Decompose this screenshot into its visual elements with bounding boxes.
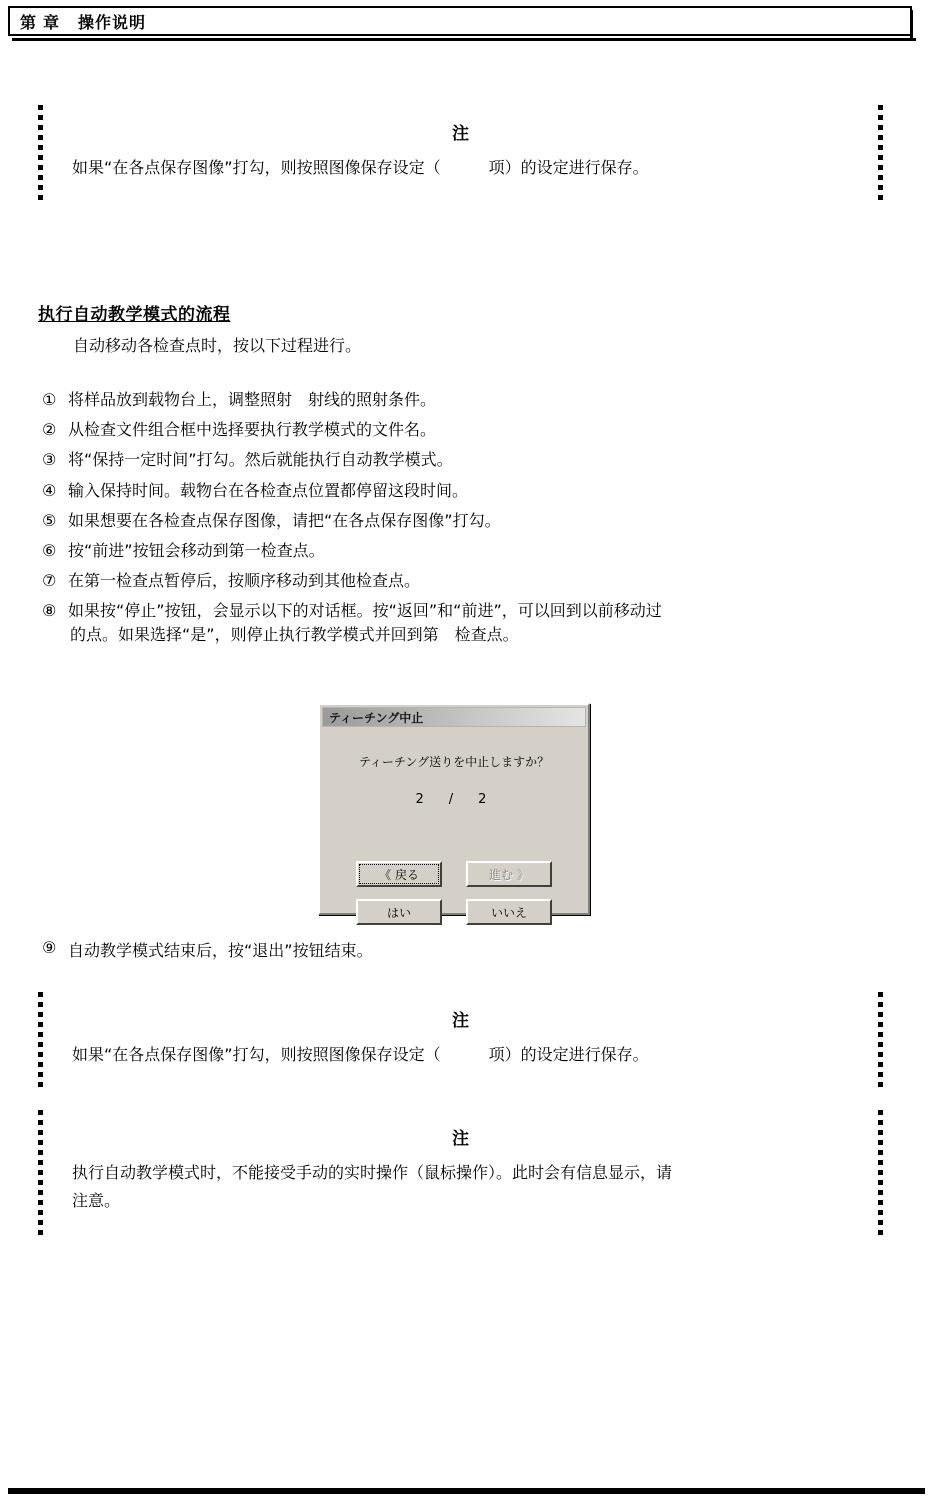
step-number: ⑨: [42, 938, 57, 957]
step-text: 输入保持时间。载物台在各检查点位置都停留这段时间。: [68, 480, 469, 500]
note-body: 如果“在各点保存图像”打勾，则按照图像保存设定（ 项）的设定进行保存。: [72, 1045, 649, 1064]
step-number: ⑥: [42, 540, 57, 560]
forward-button[interactable]: 進む 》: [466, 861, 552, 887]
dialog-message: ティーチング送りを中止しますか？: [358, 755, 550, 769]
dialog-title: ティーチング中止: [329, 710, 424, 725]
note-rail-left: [38, 105, 43, 205]
page-title: 操作说明: [78, 12, 147, 32]
note-title: 注: [452, 1129, 469, 1149]
step-number: ④: [42, 480, 57, 500]
step-text: 按“前进”按钮会移动到第一检查点。: [68, 540, 325, 560]
note-body: 如果“在各点保存图像”打勾，则按照图像保存设定（ 项）的设定进行保存。: [72, 158, 649, 177]
dialog-progress-count: 2 / 2: [415, 792, 493, 807]
note-body-line1: 执行自动教学模式时，不能接受手动的实时操作（鼠标操作）。此时会有信息显示，请: [72, 1163, 673, 1182]
note-title: 注: [452, 124, 469, 144]
dialog-titlebar: [322, 707, 586, 727]
header-shadow-bottom: [12, 38, 916, 41]
note-body-line2: 注意。: [72, 1191, 121, 1210]
header-chapter-unit: 章: [43, 12, 61, 32]
step-text-line2: 的点。如果选择“是”，则停止执行教学模式并回到第 检查点。: [70, 624, 519, 644]
note-box-top: [38, 105, 883, 205]
no-button[interactable]: いいえ: [466, 899, 552, 925]
step-text: 将样品放到载物台上，调整照射 射线的照射条件。: [68, 390, 437, 409]
step-text: 自动教学模式结束后，按“退出”按钮结束。: [68, 941, 373, 960]
yes-button[interactable]: はい: [356, 899, 442, 925]
list-item: [42, 569, 902, 592]
list-item: [42, 539, 902, 562]
header-chapter-word: 第: [20, 12, 38, 32]
step-number: ②: [42, 420, 57, 440]
page-header: [8, 6, 912, 36]
note-rail-left: [38, 1110, 43, 1240]
list-item: [42, 418, 902, 441]
section-intro: 自动移动各检查点时，按以下过程进行。: [73, 336, 362, 355]
back-button[interactable]: 《 戻る: [356, 861, 442, 887]
note-body: [38, 1149, 883, 1215]
note-box-middle: [38, 992, 883, 1090]
list-item: [42, 599, 902, 645]
step-text: [68, 599, 902, 645]
step-text: 将“保持一定时间”打勾。然后就能执行自动教学模式。: [68, 450, 453, 470]
list-item: [42, 509, 902, 532]
note-rail-left: [38, 992, 43, 1090]
step-text: 如果想要在各检查点保存图像，请把“在各点保存图像”打勾。: [68, 510, 501, 530]
note-rail-right: [878, 1110, 883, 1240]
note-rail-right: [878, 105, 883, 205]
teaching-abort-dialog: [318, 703, 590, 920]
note-rail-right: [878, 992, 883, 1090]
list-item-after-dialog: [42, 938, 373, 961]
list-item: [42, 479, 902, 502]
dialog-button-area: [320, 861, 588, 937]
step-number: ⑤: [42, 510, 57, 530]
step-number: ①: [42, 390, 57, 409]
note-box-bottom: [38, 1110, 883, 1240]
step-text: 在第一检查点暂停后，按顺序移动到其他检查点。: [68, 571, 421, 591]
step-number: ③: [42, 450, 57, 470]
page-bottom-rule: [8, 1488, 925, 1494]
step-text-line1: 如果按“停止”按钮，会显示以下的对话框。按“返回”和“前进”，可以回到以前移动过: [68, 601, 662, 621]
step-list: [42, 388, 902, 653]
list-item: [42, 388, 902, 411]
note-title: 注: [452, 1011, 469, 1031]
list-item: [42, 448, 902, 471]
step-number: ⑦: [42, 571, 57, 591]
section-heading: 执行自动教学模式的流程: [38, 305, 231, 325]
step-text: 从检查文件组合框中选择要执行教学模式的文件名。: [68, 420, 437, 440]
step-number: ⑧: [42, 601, 57, 621]
